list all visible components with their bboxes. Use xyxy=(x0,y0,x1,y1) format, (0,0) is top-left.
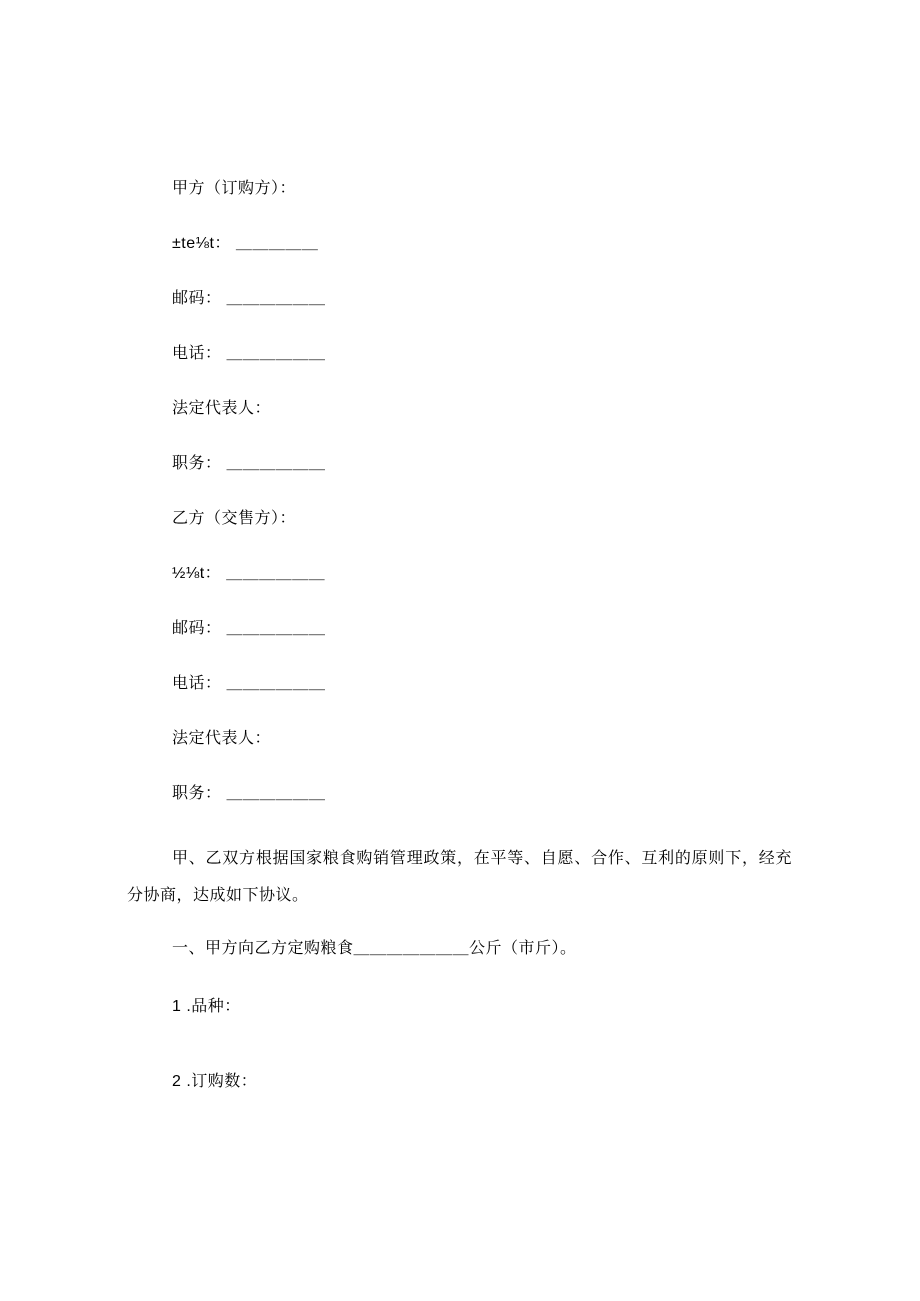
clause-one-item-1: 1 .品种： xyxy=(172,998,241,1015)
party-a-postcode-field: 邮码： ＿＿＿＿＿＿ xyxy=(172,290,326,307)
document-body xyxy=(127,180,792,1091)
clause-one-item-2: 2 .订购数： xyxy=(172,1073,258,1090)
party-b-postcode-field: 邮码： ＿＿＿＿＿＿ xyxy=(172,620,326,637)
party-b-heading: 乙方（交售方）： xyxy=(172,510,297,527)
party-a-title-field: 职务： ＿＿＿＿＿＿ xyxy=(172,455,326,472)
party-a-address-field: ±te⅛t： ＿＿＿＿＿ xyxy=(172,235,319,252)
party-a-legal-rep-label: 法定代表人： xyxy=(172,400,272,417)
clause-one: 一、甲方向乙方定购粮食＿＿＿＿＿＿＿公斤（市斤）。 xyxy=(172,940,577,957)
party-b-address-field: ½⅛t： ＿＿＿＿＿＿ xyxy=(172,565,326,582)
party-b-legal-rep-label: 法定代表人： xyxy=(172,730,272,747)
preamble-paragraph: 甲、乙双方根据国家粮食购销管理政策，在平等、自愿、合作、互利的原则下，经充分协商，达成如下协议。 xyxy=(127,850,792,904)
party-a-heading: 甲方（订购方）： xyxy=(172,180,297,197)
party-b-title-field: 职务： ＿＿＿＿＿＿ xyxy=(172,785,326,802)
party-b-phone-field: 电话： ＿＿＿＿＿＿ xyxy=(172,675,326,692)
party-a-phone-field: 电话： ＿＿＿＿＿＿ xyxy=(172,345,326,362)
